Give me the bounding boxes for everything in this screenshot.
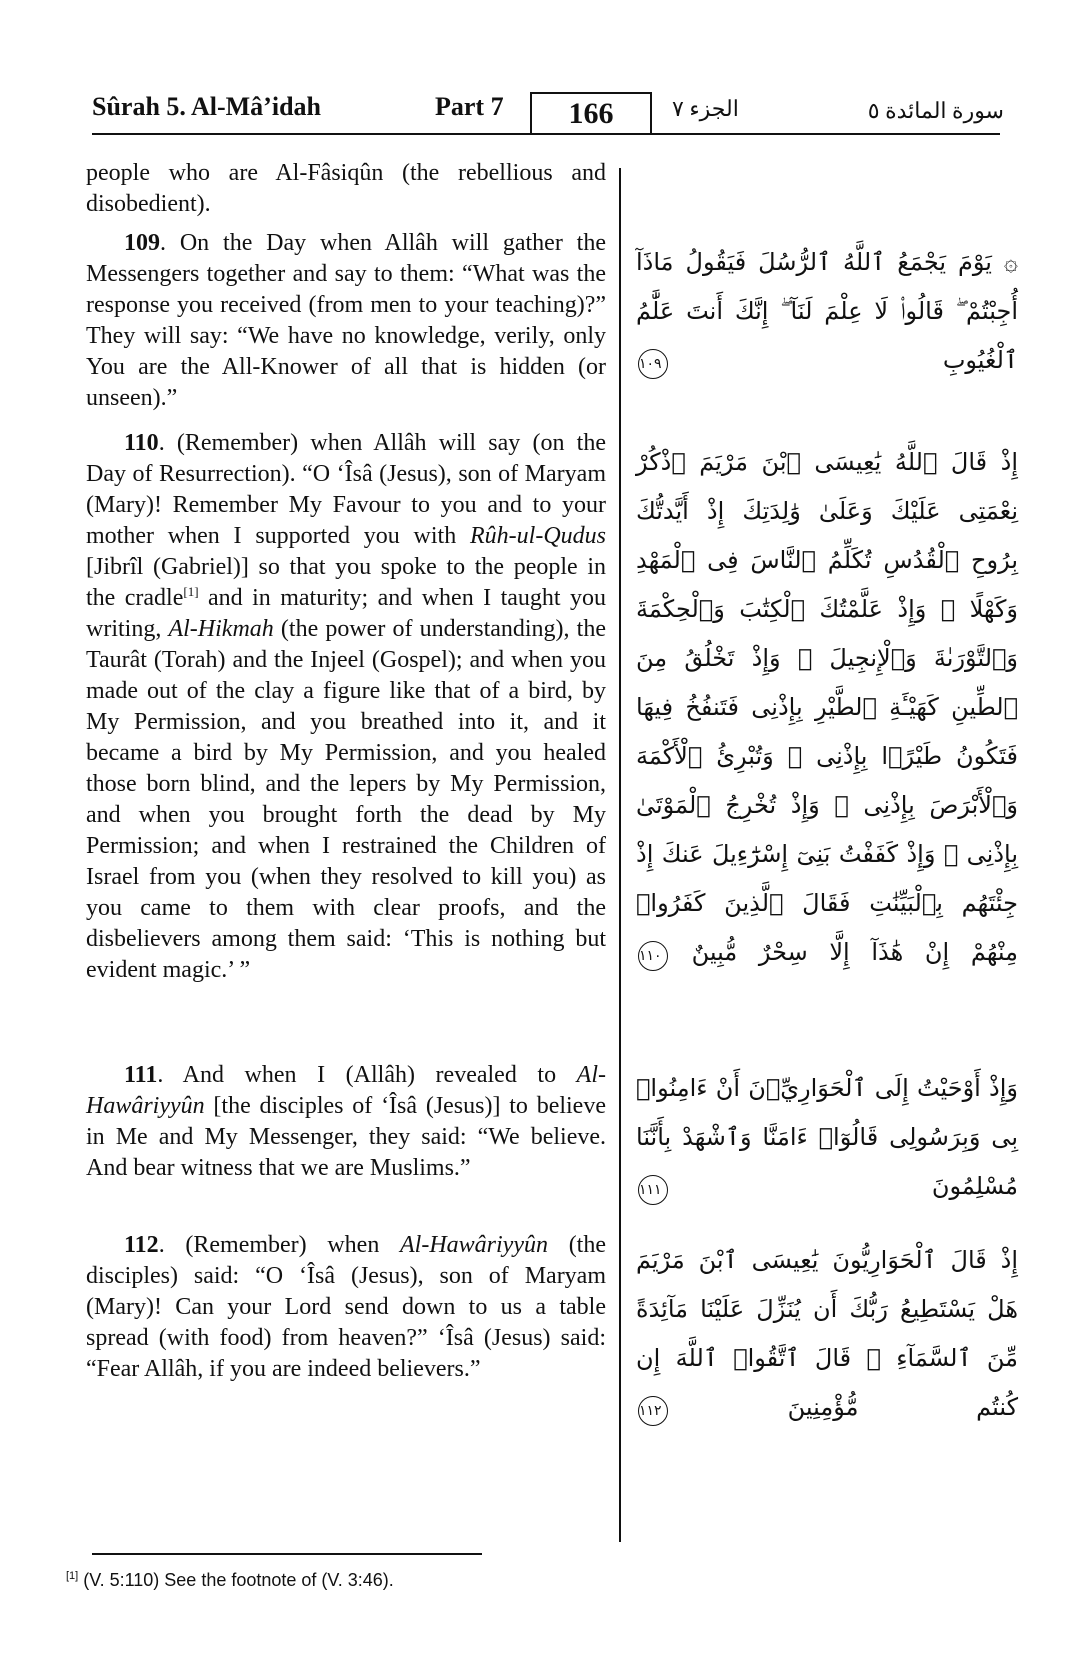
intro-text: people who are Al-Fâsiqûn (the rebellious and disobedient). bbox=[86, 160, 606, 217]
footnote bbox=[66, 1570, 394, 1591]
verse-text: . (Remember) when Allâh will say (on the Day of Resurrection). “O ‘Îsâ (Jesus), son of Maryam (Mary)! Remember My Favour to you and to your mother when I supported you with bbox=[86, 430, 606, 549]
verse-text: (the disciples) said: “O ‘Îsâ (Jesus), son of Maryam (Mary)! Can your Lord send down to us a table spread (with food) from heaven?” ‘Îsâ (Jesus) said: “Fear Allâh, if you are indeed believers.” bbox=[86, 1232, 606, 1382]
ayah-number-marker: ١١١ bbox=[638, 1175, 668, 1205]
verse-number: 110 bbox=[124, 430, 159, 456]
verse-109-arabic bbox=[636, 238, 1018, 385]
header-rule bbox=[92, 133, 1000, 135]
verse-text: [Jibrîl (Gabriel)] so that you spoke to the people in the cradle bbox=[86, 554, 606, 611]
arabic-verse-text: إِذْ قَالَ ٱلْحَوَارِيُّونَ يَٰعِيسَى ٱبْنَ مَرْيَمَ هَلْ يَسْتَطِيعُ رَبُّكَ أَن يُنَزِّلَ عَلَيْنَا مَآئِدَةً مِّنَ ٱلسَّمَآءِ ۖ قَالَ ٱتَّقُوا۟ ٱللَّهَ إِن كُنتُم مُّؤْمِنِينَ bbox=[636, 1246, 1018, 1421]
surah-title-arabic: سورة المائدة ٥ bbox=[867, 98, 1004, 123]
verse-text: (the power of understanding), the Taurât (Torah) and the Injeel (Gospel); and when you made out of the clay a figure like that of a bird, by My Permission, and you breathed into it, and it became a bird by My Permission, and you healed those born blind, and the lepers by My Permission, and when you brought forth the dead by My Permission; and when I restrained the Children of Israel from you (when they resolved to kill you) as you came to them with clear proofs, and the disbelievers among them said: ‘This is nothing but evident magic.’ ” bbox=[86, 616, 606, 983]
footnote-rule bbox=[92, 1553, 482, 1555]
verse-text: . On the Day when Allâh will gather the Messengers together and say to them: “What was the response you received (from men to your teaching)?” They will say: “We have no knowledge, verily, only You are the All-Knower of all that is hidden (or unseen).” bbox=[86, 230, 606, 411]
intro-text-block bbox=[86, 158, 606, 220]
verse-109-english bbox=[86, 228, 606, 414]
column-divider bbox=[619, 168, 621, 1542]
verse-text: . And when I (Allâh) revealed to bbox=[157, 1062, 577, 1088]
italic-term: Al-Hawâriyyûn bbox=[400, 1232, 548, 1258]
verse-text: and in maturity; and when I taught you writing, bbox=[86, 585, 607, 642]
verse-112-english bbox=[86, 1230, 606, 1385]
ayah-number-marker: ١١٠ bbox=[638, 941, 668, 971]
surah-title: Sûrah 5. Al-Mâ’idah bbox=[92, 92, 321, 121]
verse-number: 112 bbox=[124, 1232, 159, 1258]
ayah-number-marker: ١١٢ bbox=[638, 1396, 668, 1426]
verse-number: 109 bbox=[124, 230, 160, 256]
verse-112-arabic bbox=[636, 1236, 1018, 1432]
footnote-text: (V. 5:110) See the footnote of (V. 3:46). bbox=[78, 1570, 394, 1590]
verse-111-arabic bbox=[636, 1064, 1018, 1211]
arabic-verse-text: وَإِذْ أَوْحَيْتُ إِلَى ٱلْحَوَارِيِّۦنَ أَنْ ءَامِنُوا۟ بِى وَبِرَسُولِى قَالُوٓا۟ ءَامَنَّا وَٱشْهَدْ بِأَنَّنَا مُسْلِمُونَ bbox=[636, 1074, 1018, 1200]
verse-number: 111 bbox=[124, 1062, 158, 1088]
footnote-reference[interactable]: [1] bbox=[183, 584, 199, 599]
footnote-marker: [1] bbox=[66, 1570, 79, 1582]
ayah-number-marker: ١٠٩ bbox=[638, 349, 668, 379]
arabic-verse-text: إِذْ قَالَ ٱللَّهُ يَٰعِيسَى ٱبْنَ مَرْيَمَ ٱذْكُرْ نِعْمَتِى عَلَيْكَ وَعَلَىٰ وَٰلِدَتِكَ إِذْ أَيَّدتُّكَ بِرُوحِ ٱلْقُدُسِ تُكَلِّمُ ٱلنَّاسَ فِى ٱلْمَهْدِ وَكَهْلًا ۖ وَإِذْ عَلَّمْتُكَ ٱلْكِتَٰبَ وَٱلْحِكْمَةَ وَٱلتَّوْرَىٰةَ وَٱلْإِنجِيلَ ۖ وَإِذْ تَخْلُقُ مِنَ ٱلطِّينِ كَهَيْـَٔةِ ٱلطَّيْرِ بِإِذْنِى فَتَنفُخُ فِيهَا فَتَكُونُ طَيْرًۢا بِإِذْنِى ۖ وَتُبْرِئُ ٱلْأَكْمَهَ وَٱلْأَبْرَصَ بِإِذْنِى ۖ وَإِذْ تُخْرِجُ ٱلْمَوْتَىٰ بِإِذْنِى ۖ وَإِذْ كَفَفْتُ بَنِىٓ إِسْرَٰٓءِيلَ عَنكَ إِذْ جِئْتَهُم بِٱلْبَيِّنَٰتِ فَقَالَ ٱلَّذِينَ كَفَرُوا۟ مِنْهُمْ إِنْ هَٰذَآ إِلَّا سِحْرٌ مُّبِينٌ bbox=[636, 448, 1018, 966]
part-label: Part 7 bbox=[435, 92, 504, 121]
arabic-verse-text: ۞ يَوْمَ يَجْمَعُ ٱللَّهُ ٱلرُّسُلَ فَيَقُولُ مَاذَآ أُجِبْتُمْ ۖ قَالُوا۟ لَا عِلْمَ لَنَآ ۖ إِنَّكَ أَنتَ عَلَّٰمُ ٱلْغُيُوبِ bbox=[636, 248, 1018, 374]
verse-text: . (Remember) when bbox=[158, 1232, 401, 1258]
verse-110-arabic bbox=[636, 438, 1018, 977]
page-header bbox=[0, 0, 1092, 140]
verse-110-english bbox=[86, 428, 606, 986]
verse-text: [the disciples of ‘Îsâ (Jesus)] to believe in Me and My Messenger, they said: “We believe. And bear witness that we are Muslims.” bbox=[86, 1093, 606, 1181]
italic-term: Al-Hikmah bbox=[168, 616, 274, 642]
italic-term: Al-Hawâriyyûn bbox=[86, 1062, 606, 1119]
italic-term: Rûh-ul-Qudus bbox=[470, 523, 606, 549]
verse-111-english bbox=[86, 1060, 606, 1184]
page-number: 166 bbox=[530, 92, 652, 134]
juz-label-arabic: الجزء ٧ bbox=[672, 96, 739, 121]
intro-paragraph bbox=[86, 158, 606, 220]
